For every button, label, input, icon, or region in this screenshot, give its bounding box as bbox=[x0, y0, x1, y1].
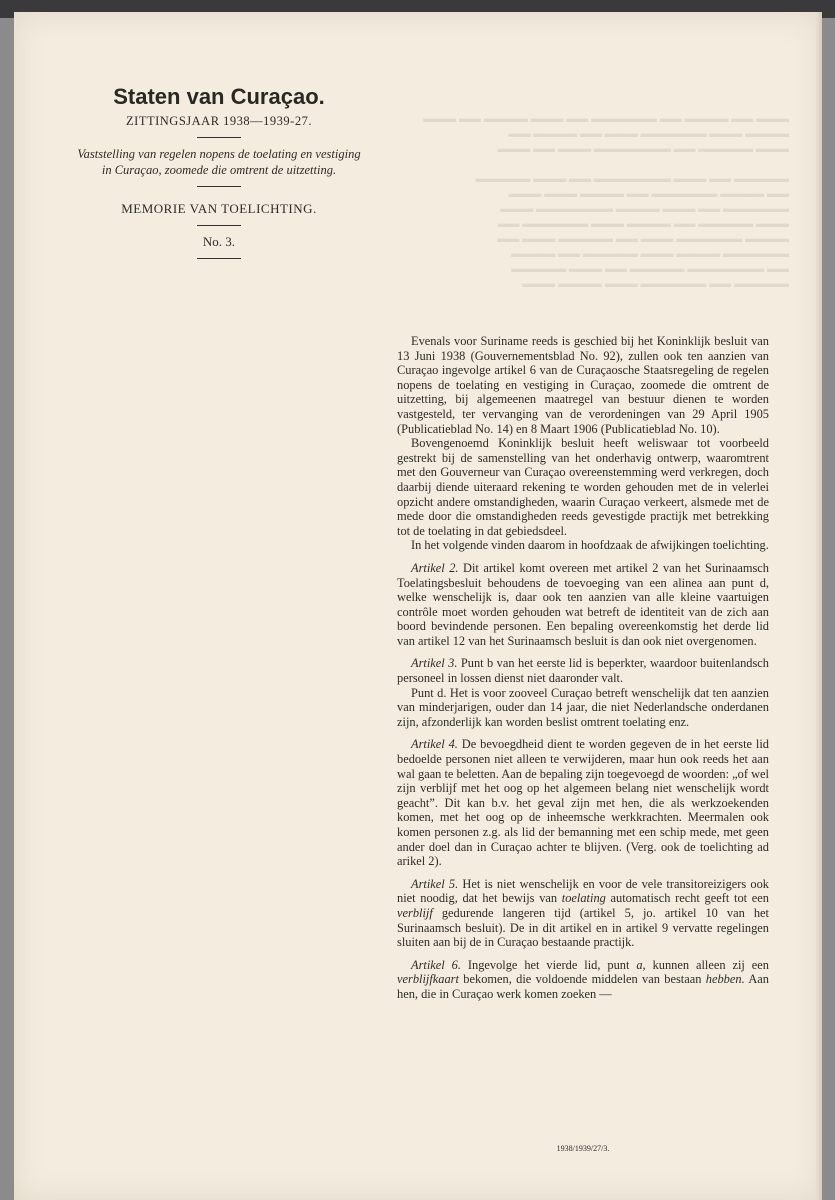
subject-line: Vaststelling van regelen nopens de toelating en vestiging in Curaçao, zoomede die omtrent de uitzetting. bbox=[77, 147, 361, 177]
article-label: Artikel 6. bbox=[411, 957, 461, 972]
article-3 bbox=[397, 656, 769, 685]
article-text: Punt b van het eerste lid is beperkter, waardoor buitenlandsch personeel in lossen dienst niet daaronder valt. bbox=[397, 656, 769, 686]
paragraph-decree: Bovengenoemd Koninklijk besluit heeft weliswaar tot voorbeeld gestrekt bij de samenstelling van het onderhavig ontwerp, waaromtrent met den Gouverneur van Curaçao overeenstemming werd verkregen, doch daarbij diende uiteraard rekening te worden gehouden met de in velerlei opzicht andere omstandigheden, waarin Curaçao verkeert, alsmede met de mede door die omstandigheden reeds gevestigde practijk met betrekking tot de toelating in dat gebiedsdeel. bbox=[397, 436, 769, 538]
article-text: De bevoegdheid dient te worden gegeven de in het eerste lid bedoelde personen niet alleen te verwijderen, maar hun ook reeds het aan wal gaan te beletten. Aan de bepaling zijn toegevoegd de woorden: „of wel zijn verblijf met het oog op het algemeen belang niet wenschelijk wordt geacht”. Dit kan b.v. het geval zijn met hen, die als werkzoekenden komen, met het oog op de inheemsche werkkrachten. Meermalen ook komen personen z.g. als lid der bemanning met een schip mede, met geen ander doel dan in Curaçao achter te blijven. (Verg. ook de toelichting ad arikel 2). bbox=[397, 737, 769, 869]
article-label: Artikel 2. bbox=[411, 560, 459, 575]
divider bbox=[197, 225, 241, 226]
article-text: kunnen alleen zij een bbox=[645, 957, 769, 972]
divider bbox=[197, 137, 241, 138]
divider bbox=[197, 258, 241, 259]
article-text: Het is niet wenschelijk en voor de vele transitoreizigers ook niet noodig, dat het bewijs van bbox=[397, 876, 769, 906]
session-year: ZITTINGSJAAR 1938—1939-27. bbox=[126, 114, 312, 128]
article-text: Ingevolge het vierde lid, punt bbox=[467, 957, 637, 972]
document-header bbox=[74, 84, 364, 267]
emphasis: a, bbox=[636, 957, 646, 972]
page-reference: 1938/1939/27/3. bbox=[556, 1144, 610, 1153]
emphasis: toelating bbox=[561, 891, 606, 906]
explanatory-memorandum-body bbox=[397, 334, 769, 1002]
article-6 bbox=[397, 958, 769, 1002]
document-page bbox=[14, 12, 822, 1200]
article-3-point-d: Punt d. Het is voor zooveel Curaçao betreft wenschelijk dat ten aanzien van minderjarigen, ouder dan 14 jaar, die niet Nederlandsche onderdanen zijn, afzonderlijk kan worden beslist omtrent toelating enz. bbox=[397, 685, 769, 729]
article-text: automatisch recht geeft tot een bbox=[605, 891, 769, 906]
bleed-through: ▬▬▬ ▬▬ ▬▬▬▬ ▬▬ ▬▬▬▬▬▬ ▬▬ ▬▬▬ ▬▬▬▬ ▬▬ ▬▬▬ ▬▬▬▬ ▬▬▬ ▬▬▬▬▬▬ ▬▬▬ ▬▬ ▬▬▬▬ ▬▬ ▬▬▬ ▬▬▬▬▬ ▬▬ ▬▬▬▬▬▬▬ ▬▬▬ ▬▬ ▬▬▬ ▬▬▬▬▬ ▬▬ ▬▬▬ ▬▬▬▬▬▬▬ ▬▬ ▬▬▬ ▬▬▬▬▬ ▬▬ ▬▬▬▬ ▬▬▬▬▬▬ ▬▬ ▬▬▬▬ ▬▬▬ ▬▬▬ ▬▬▬▬▬▬ ▬▬ ▬▬▬ ▬▬▬▬ ▬▬▬▬▬▬▬ ▬▬▬ ▬▬▬ ▬▬▬▬▬ ▬▬ ▬▬▬▬ ▬▬▬ ▬▬▬▬▬▬ ▬▬ ▬▬▬▬ ▬▬▬▬▬▬ ▬▬▬ ▬▬ ▬▬▬▬▬ ▬▬▬ ▬▬ ▬▬▬▬▬▬ ▬▬▬▬ ▬▬▬ ▬▬▬▬▬ ▬▬ ▬▬▬▬ ▬▬ ▬▬▬▬▬▬▬ ▬▬▬▬▬ ▬▬ ▬▬▬ ▬▬▬▬▬ ▬▬▬▬▬ ▬▬ ▬▬▬▬▬▬ ▬▬▬ ▬▬▬▬ ▬▬▬ bbox=[423, 113, 789, 290]
emphasis: hebben. bbox=[705, 972, 745, 987]
document-number: No. 3. bbox=[202, 234, 236, 249]
article-text: Aan hen, die in Curaçao werk komen zoeken — bbox=[397, 972, 769, 1001]
article-text: gedurende langeren tijd (artikel 5, jo. artikel 10 van het Surinaamsch besluit). De in dit artikel en in artikel 9 vervatte regelingen sluiten aan bij de in Curaçao bestaande practijk. bbox=[397, 905, 769, 950]
article-2 bbox=[397, 561, 769, 649]
article-label: Artikel 3. bbox=[411, 656, 458, 671]
paragraph-intro: Evenals voor Suriname reeds is geschied bij het Koninklijk besluit van 13 Juni 1938 (Gouvernementsblad No. 92), zullen ook ten aanzien van Curaçao ingevolge artikel 6 van de Curaçaosche Staatsregeling de regelen nopens de toelating en vestiging in Curaçao, zoomede die omtrent de uitzetting, bij algemeenen maatregel van bestuur dienen te worden vastgesteld, ter vervanging van de verordeningen van 29 April 1905 (Publicatieblad No. 14) en 8 Maart 1906 (Publicatieblad No. 10). bbox=[397, 334, 769, 436]
article-label: Artikel 5. bbox=[411, 876, 459, 891]
article-4 bbox=[397, 737, 769, 868]
emphasis: verblijf bbox=[397, 905, 433, 920]
memo-heading: MEMORIE VAN TOELICHTING. bbox=[121, 201, 317, 216]
article-label: Artikel 4. bbox=[411, 737, 458, 752]
emphasis: verblijfkaart bbox=[397, 972, 459, 987]
article-text: bekomen, die voldoende middelen van bestaan bbox=[458, 972, 706, 987]
divider bbox=[197, 186, 241, 187]
document-title: Staten van Curaçao. bbox=[113, 84, 325, 109]
article-text: Dit artikel komt overeen met artikel 2 van het Surinaamsch Toelatingsbesluit behoudens de toevoeging van een alinea aan punt d, welke wenschelijk is, daar ook ten aanzien van alle kleine vaartuigen contrôle moet worden gehouden wat betreft de identiteit van de zich aan boord bevindende personen. Een bepaling overeenkomstig het derde lid van artikel 12 van het Surinaamsch besluit is dan ook niet overgenomen. bbox=[397, 560, 769, 648]
page-edge-shadow bbox=[816, 12, 822, 1200]
paragraph-deviations: In het volgende vinden daarom in hoofdzaak de afwijkingen toelichting. bbox=[411, 538, 769, 553]
article-5 bbox=[397, 877, 769, 950]
